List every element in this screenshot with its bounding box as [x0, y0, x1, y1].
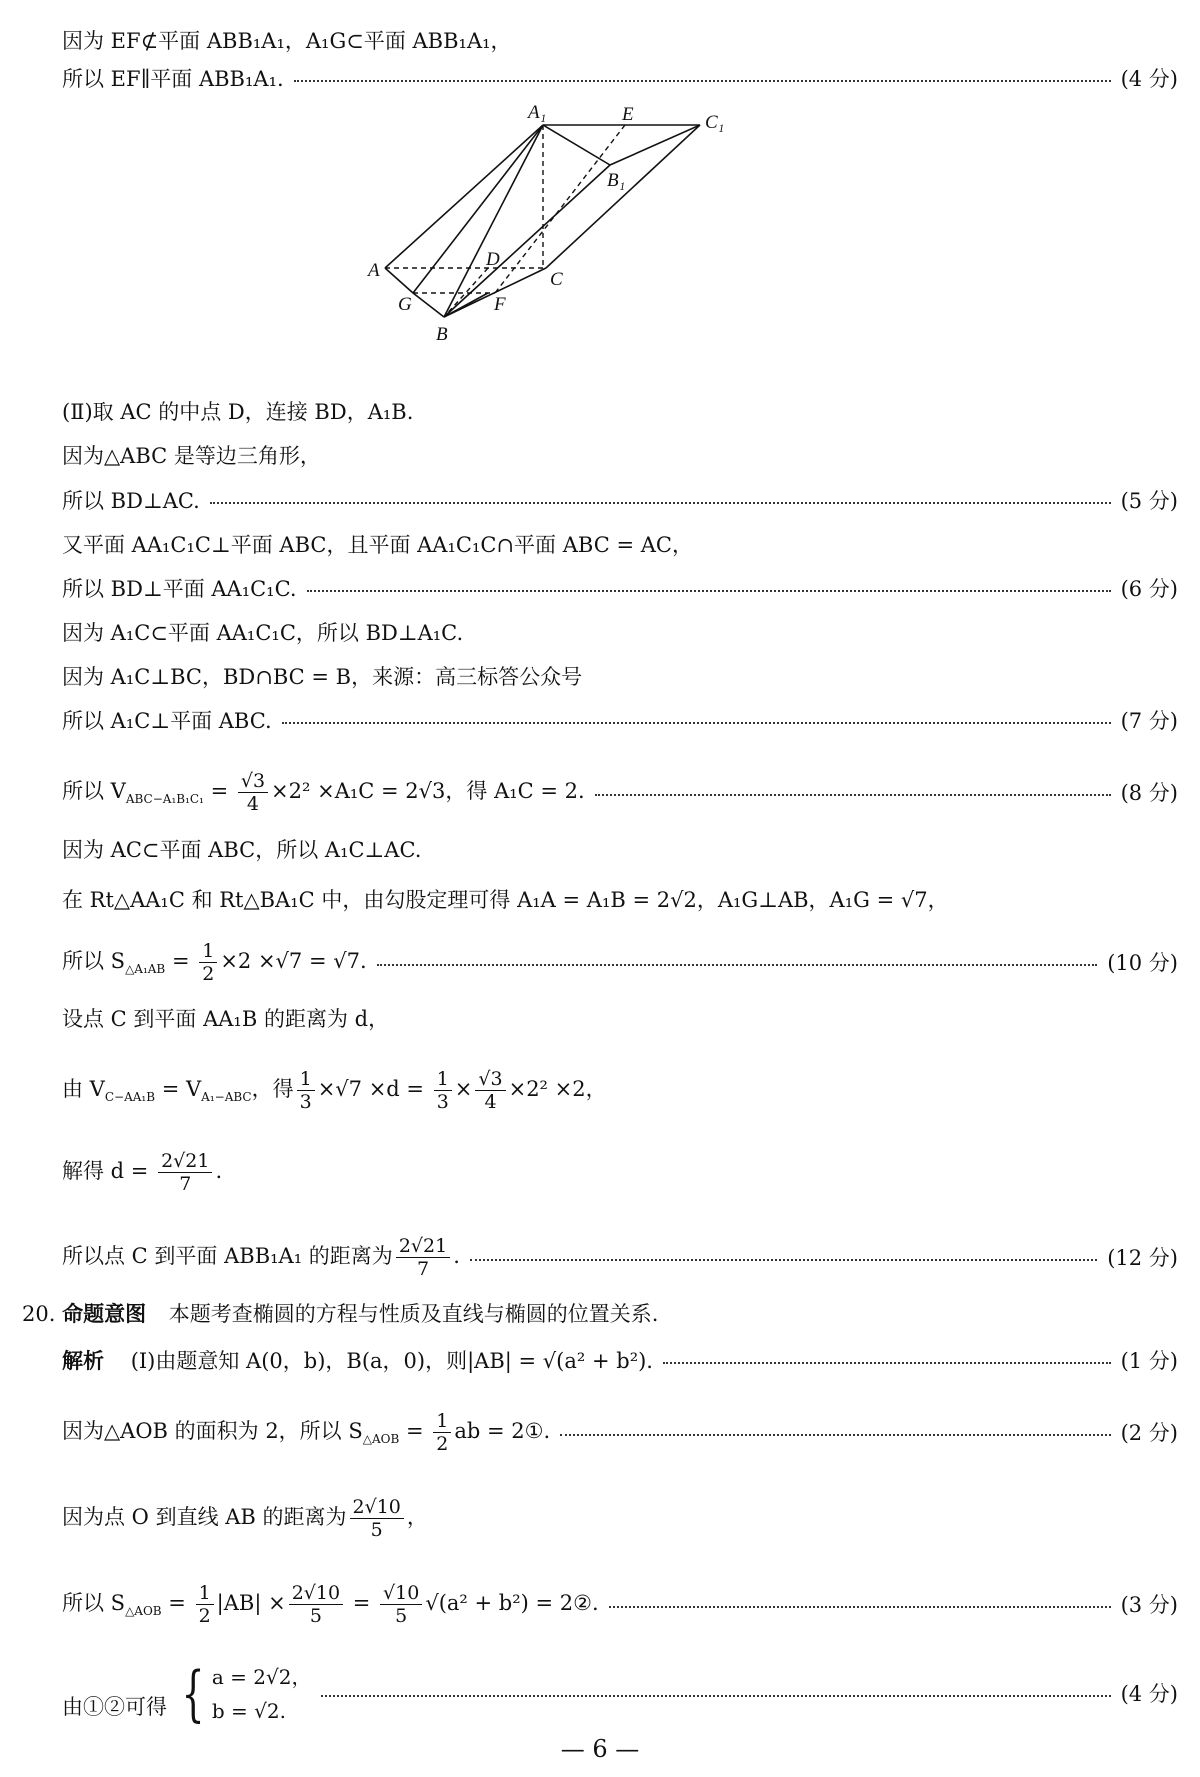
text-line: [62, 1004, 1178, 1034]
label-C: C: [550, 269, 563, 290]
label-G: G: [398, 294, 412, 315]
equation-row: b = √2.: [211, 1699, 286, 1723]
line-text: 由①②可得 { a = 2√2， b = √2.: [62, 1659, 312, 1729]
section-heading: 解析: [62, 1349, 104, 1373]
line-text: 在 Rt△AA₁C 和 Rt△BA₁C 中，由勾股定理可得 A₁A = A₁B = 2√2，A₁G⊥AB，A₁G = √7，: [62, 888, 949, 912]
leader-dots: [282, 722, 1111, 724]
text-line: [62, 530, 1178, 560]
text-line: [62, 1068, 1178, 1113]
score-label: (2 分): [1120, 1420, 1178, 1445]
line-text: 因为 A₁C⊂平面 AA₁C₁C，所以 BD⊥A₁C.: [62, 621, 464, 645]
line-text: 20. 命题意图 本题考查椭圆的方程与性质及直线与椭圆的位置关系.: [22, 1302, 659, 1326]
page-number: — 6 —: [560, 1735, 640, 1763]
fraction: $\frac{√10}{5}$: [380, 1582, 422, 1627]
score-label: (4 分): [1120, 67, 1178, 91]
line-text: 所以 $S_{\triangle AOB}$ = $\frac{1}{2}$ |AB| × $\frac{2√10}{5}$ = $\frac{√10}{5}$ √(a² + b²) = 2②.: [62, 1582, 599, 1627]
score-label: (1 分): [1120, 1349, 1178, 1373]
line-text: 解析 (Ⅰ)由题意知 A(0，b)，B(a，0)，则|AB| = √(a² + b²).: [62, 1349, 653, 1373]
line-text: 所以点 C 到平面 ABB₁A₁ 的距离为 $\frac{2√21}{7}$ .: [62, 1235, 460, 1280]
text-line: [62, 26, 1178, 56]
text-line: [62, 618, 1178, 648]
score-label: (10 分): [1107, 950, 1178, 975]
section-heading: 命题意图: [62, 1302, 147, 1326]
line-text: 所以 BD⊥AC.: [62, 489, 200, 513]
line-text: 设点 C 到平面 AA₁B 的距离为 d，: [62, 1007, 390, 1031]
leader-dots: [470, 1259, 1097, 1261]
line-text: 所以 $V_{ABC-A_1B_1C_1}$ = $\frac{√3}{4}$ ×2² ×A₁C = 2√3，得 A₁C = 2.: [62, 770, 585, 815]
fraction: $\frac{1}{3}$: [434, 1068, 452, 1113]
score-label: (6 分): [1120, 577, 1178, 601]
text-line: [62, 1346, 1178, 1376]
line-text: 因为 A₁C⊥BC，BD∩BC = B，来源：高三标答公众号: [62, 665, 583, 689]
line-text: 由 $V_{C-AA_1B} = V_{A_1-ABC}$，得 $\frac{1}{3}$ ×√7 ×d = $\frac{1}{3}$ × $\frac{√3}{4}$ ×2² ×2，: [62, 1068, 607, 1113]
text-line: [62, 1582, 1178, 1627]
text-line: [62, 835, 1178, 865]
score-label: (3 分): [1120, 1592, 1178, 1617]
text-line: [62, 662, 1178, 692]
fraction: $\frac{2√21}{7}$: [158, 1150, 212, 1195]
leader-dots: [307, 590, 1111, 592]
text-line: [62, 574, 1178, 604]
text-line: [62, 1235, 1178, 1280]
left-brace: {: [181, 1659, 205, 1729]
text-line: [62, 885, 1178, 915]
leader-dots: [377, 964, 1098, 966]
label-C1: C₁: [705, 112, 725, 133]
score-label: (7 分): [1120, 709, 1178, 733]
leader-dots: [294, 80, 1111, 82]
fraction: $\frac{1}{2}$: [196, 1582, 214, 1627]
text-line: [62, 64, 1178, 94]
text-line: [62, 486, 1178, 516]
score-label: (5 分): [1120, 489, 1178, 513]
leader-dots: [321, 1695, 1110, 1697]
line-text: 解得 d = $\frac{2√21}{7}$ .: [62, 1150, 223, 1195]
fraction: $\frac{√3}{4}$: [475, 1068, 505, 1113]
text-line: [62, 1496, 1178, 1541]
leader-dots: [663, 1362, 1111, 1364]
fraction: $\frac{2√10}{5}$: [289, 1582, 343, 1627]
line-text: 又平面 AA₁C₁C⊥平面 ABC，且平面 AA₁C₁C∩平面 ABC = AC，: [62, 533, 693, 557]
text-line: [62, 706, 1178, 736]
line-text: 因为△ABC 是等边三角形，: [62, 444, 321, 468]
text-line: [62, 441, 1178, 471]
text-line: [62, 940, 1178, 985]
score-label: (12 分): [1107, 1245, 1178, 1270]
equation-system: [174, 1660, 312, 1728]
text-line: [62, 1150, 1178, 1195]
leader-dots: [560, 1434, 1110, 1436]
line-text: 因为△AOB 的面积为 2，所以 $S_{\triangle AOB}$ = $\frac{1}{2}$ ab = 2①.: [62, 1410, 551, 1455]
score-label: (8 分): [1120, 780, 1178, 805]
fraction: $\frac{2√21}{7}$: [396, 1235, 450, 1280]
question-20-heading: [22, 1299, 1178, 1329]
leader-dots: [210, 502, 1111, 504]
label-B1: B₁: [607, 170, 626, 191]
line-text: 所以 EF∥平面 ABB₁A₁.: [62, 67, 284, 91]
label-A: A: [368, 260, 380, 281]
line-text: 因为点 O 到直线 AB 的距离为 $\frac{2√10}{5}$ ，: [62, 1496, 428, 1541]
leader-dots: [609, 1606, 1111, 1608]
line-text: (Ⅱ)取 AC 的中点 D，连接 BD，A₁B.: [62, 400, 414, 424]
line-text: 所以 $S_{\triangle A_1AB}$ = $\frac{1}{2}$ ×2 ×√7 = √7.: [62, 940, 367, 985]
label-F: F: [494, 294, 506, 315]
prism-figure: [368, 102, 840, 390]
fraction: $\frac{2√10}{5}$: [350, 1496, 404, 1541]
line-text: 所以 BD⊥平面 AA₁C₁C.: [62, 577, 297, 601]
label-A1: A₁: [528, 102, 547, 123]
leader-dots: [595, 794, 1111, 796]
line-text: 所以 A₁C⊥平面 ABC.: [62, 709, 272, 733]
fraction: $\frac{1}{2}$: [199, 940, 217, 985]
label-B: B: [436, 324, 448, 345]
fraction: $\frac{√3}{4}$: [238, 770, 268, 815]
text-line: [62, 770, 1178, 815]
label-E: E: [622, 104, 634, 125]
text-line: [62, 1410, 1178, 1455]
text-line: [62, 1660, 1178, 1728]
text-line: [62, 397, 1178, 427]
line-text: 因为 EF⊄平面 ABB₁A₁，A₁G⊂平面 ABB₁A₁，: [62, 29, 512, 53]
equation-row: a = 2√2，: [211, 1665, 312, 1689]
score-label: (4 分): [1120, 1682, 1178, 1706]
fraction: $\frac{1}{3}$: [297, 1068, 315, 1113]
line-text: 因为 AC⊂平面 ABC，所以 A₁C⊥AC.: [62, 838, 422, 862]
label-D: D: [486, 249, 500, 270]
fraction: $\frac{1}{2}$: [433, 1410, 451, 1455]
